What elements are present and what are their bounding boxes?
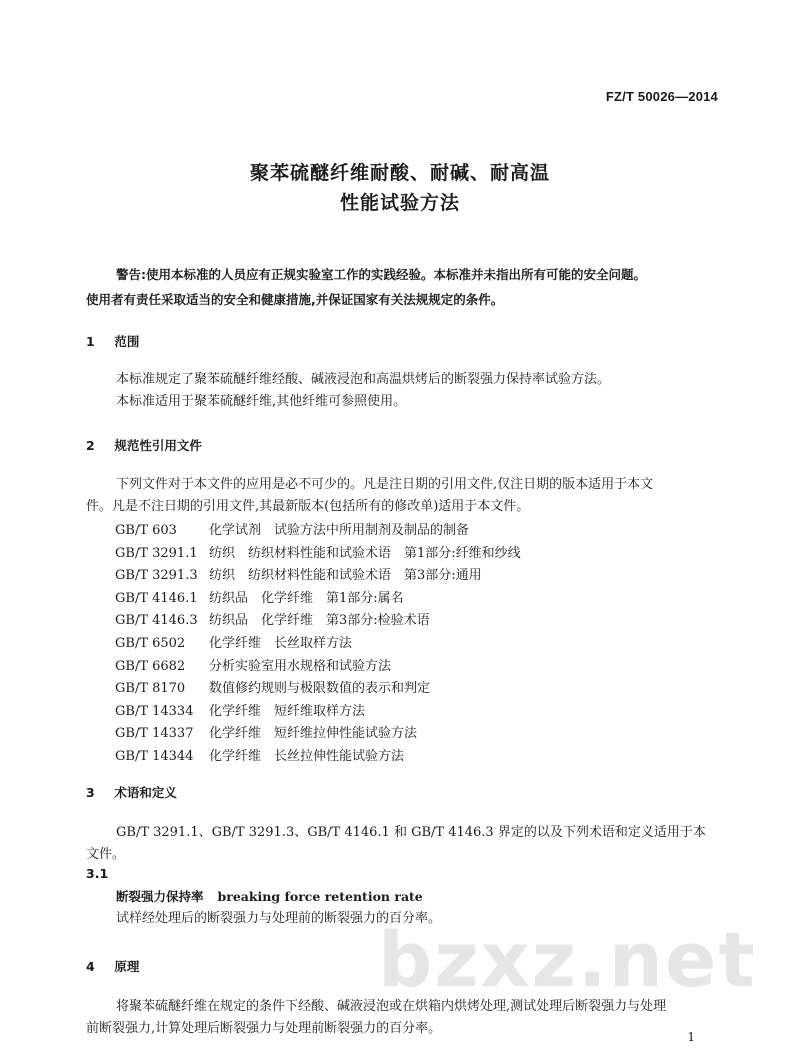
reference-code: GB/T 6682 [115,658,186,674]
page-number: 1 [687,1030,695,1044]
reference-code: GB/T 4146.1 [115,590,198,606]
reference-title: 纺织品 化学纤维 第3部分:检验术语 [209,613,430,629]
section-3-body [86,822,726,866]
reference-code: GB/T 4146.3 [115,613,198,629]
reference-item [115,520,521,543]
reference-title: 化学纤维 长丝拉伸性能试验方法 [209,748,405,764]
title-line-1: 聚苯硫醚纤维耐酸、耐碱、耐高温 [249,162,550,184]
reference-title: 数值修约规则与极限数值的表示和判定 [209,681,431,697]
warning-paragraph [86,262,726,312]
section-2-heading [86,436,202,454]
reference-title: 分析实验室用水规格和试验方法 [209,658,392,674]
term-name [116,887,423,905]
section-title: 规范性引用文件 [114,438,202,453]
reference-code: GB/T 3291.3 [115,568,198,584]
reference-title: 化学试剂 试验方法中所用制剂及制品的制备 [209,523,470,538]
section-4-body [86,996,726,1040]
section-3-heading [86,783,177,801]
section-1-body [86,369,726,413]
reference-item [115,723,521,746]
term-english: breaking force retention rate [217,889,423,904]
paragraph: 本标准规定了聚苯硫醚纤维经酸、碱液浸泡和高温烘烤后的断裂强力保持率试验方法。 [116,372,611,387]
reference-item [115,543,521,566]
reference-code: GB/T 8170 [115,681,186,697]
reference-title: 化学纤维 短纤维拉伸性能试验方法 [209,726,418,742]
standard-code: FZ/T 50026—2014 [605,89,718,104]
paragraph-line: 前断裂强力,计算处理后断裂强力与处理前断裂强力的百分率。 [86,1021,442,1036]
reference-title: 纺织品 化学纤维 第1部分:属名 [209,590,404,606]
paragraph-line: 将聚苯硫醚纤维在规定的条件下经酸、碱液浸泡或在烘箱内烘烤处理,测试处理后断裂强力与处理 [116,999,667,1014]
section-number: 3 [86,785,95,800]
section-number: 1 [86,334,95,349]
reference-item [115,565,521,588]
reference-title: 化学纤维 短纤维取样方法 [209,703,366,719]
paragraph-line: 件。凡是不注日期的引用文件,其最新版本(包括所有的修改单)适用于本文件。 [86,499,530,514]
section-number: 2 [86,438,95,453]
reference-item [115,678,521,701]
warning-line-1: 警告:使用本标准的人员应有正规实验室工作的实践经验。本标准并未指出所有可能的安全问题。 [116,267,647,282]
term-number: 3.1 [86,866,109,881]
section-4-heading [86,957,139,975]
reference-code: GB/T 14337 [115,726,194,742]
reference-list [115,520,521,769]
reference-item [115,746,521,769]
term-chinese: 断裂强力保持率 [116,889,204,904]
reference-code: GB/T 14344 [115,748,194,764]
reference-item [115,610,521,633]
watermark: bzxz.net [378,915,757,1004]
paragraph-line: 文件。 [86,847,126,862]
paragraph-line: 下列文件对于本文件的应用是必不可少的。凡是注日期的引用文件,仅注日期的版本适用于本文 [116,477,654,492]
section-1-heading [86,332,139,350]
section-number: 4 [86,959,95,974]
section-title: 范围 [114,334,140,349]
reference-item [115,633,521,656]
reference-code: GB/T 603 [115,523,177,538]
reference-code: GB/T 14334 [115,703,194,719]
reference-item [115,701,521,724]
reference-code: GB/T 3291.1 [115,545,198,561]
reference-item [115,656,521,679]
term-definition: 试样经处理后的断裂强力与处理前的断裂强力的百分率。 [116,911,442,926]
reference-item [115,588,521,611]
section-2-intro [86,474,726,518]
paragraph: 本标准适用于聚苯硫醚纤维,其他纤维可参照使用。 [116,394,407,409]
reference-title: 化学纤维 长丝取样方法 [209,635,353,651]
reference-title: 纺织 纺织材料性能和试验术语 第1部分:纤维和纱线 [209,545,521,561]
warning-line-2: 使用者有责任采取适当的安全和健康措施,并保证国家有关法规规定的条件。 [86,292,504,307]
section-title: 术语和定义 [114,785,177,800]
section-title: 原理 [114,959,140,974]
paragraph-line: GB/T 3291.1、GB/T 3291.3、GB/T 4146.1 和 GB/T 4146.3 界定的以及下列术语和定义适用于本 [116,825,706,840]
reference-title: 纺织 纺织材料性能和试验术语 第3部分:通用 [209,568,482,584]
title-line-2: 性能试验方法 [339,192,460,214]
reference-code: GB/T 6502 [115,635,186,651]
